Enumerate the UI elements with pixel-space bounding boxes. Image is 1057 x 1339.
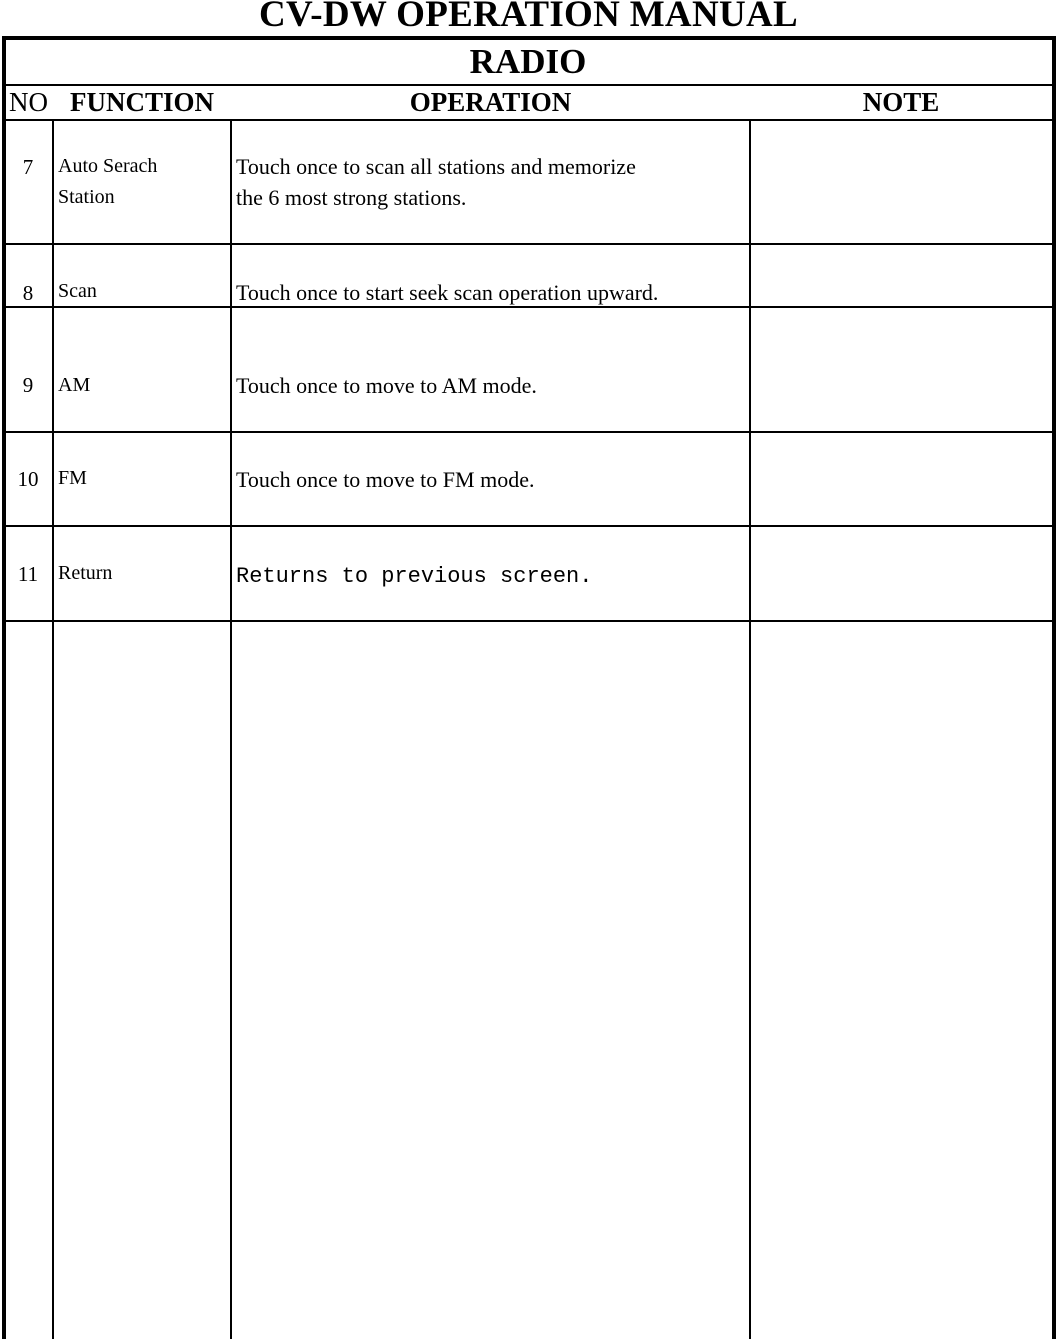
section-title: RADIO <box>469 42 587 81</box>
function-name: FM <box>58 467 87 489</box>
operation-text: the 6 most strong stations. <box>236 185 467 210</box>
row-divider <box>2 620 1056 622</box>
row-divider <box>2 431 1056 433</box>
function-name: AM <box>58 374 91 396</box>
row-number: 11 <box>17 562 39 586</box>
column-header-operation: OPERATION <box>409 87 572 117</box>
header-divider <box>2 119 1056 121</box>
row-divider <box>2 243 1056 245</box>
frame-right-border <box>1052 36 1056 1339</box>
operation-text: Touch once to move to AM mode. <box>236 373 537 398</box>
function-name: Auto Serach <box>58 155 158 177</box>
row-divider <box>2 525 1056 527</box>
column-divider-no <box>52 119 54 1339</box>
column-divider-operation <box>749 119 751 1339</box>
column-divider-function <box>230 119 232 1339</box>
function-name: Scan <box>58 280 97 302</box>
column-header-no: NO <box>9 87 48 117</box>
column-header-note: NOTE <box>862 87 940 117</box>
column-header-function: FUNCTION <box>69 87 214 117</box>
document-title: CV-DW OPERATION MANUAL <box>259 0 798 35</box>
row-number: 8 <box>22 281 34 305</box>
frame-left-border <box>2 36 6 1339</box>
row-number: 9 <box>22 373 34 397</box>
function-name: Return <box>58 562 113 584</box>
row-number: 7 <box>22 155 34 179</box>
operation-text: Touch once to start seek scan operation upward. <box>236 280 659 305</box>
operation-text: Returns to previous screen. <box>236 564 593 589</box>
operation-text: Touch once to scan all stations and memorize <box>236 154 636 179</box>
function-name: Station <box>58 186 115 208</box>
row-number: 10 <box>17 467 39 491</box>
operation-text: Touch once to move to FM mode. <box>236 467 535 492</box>
